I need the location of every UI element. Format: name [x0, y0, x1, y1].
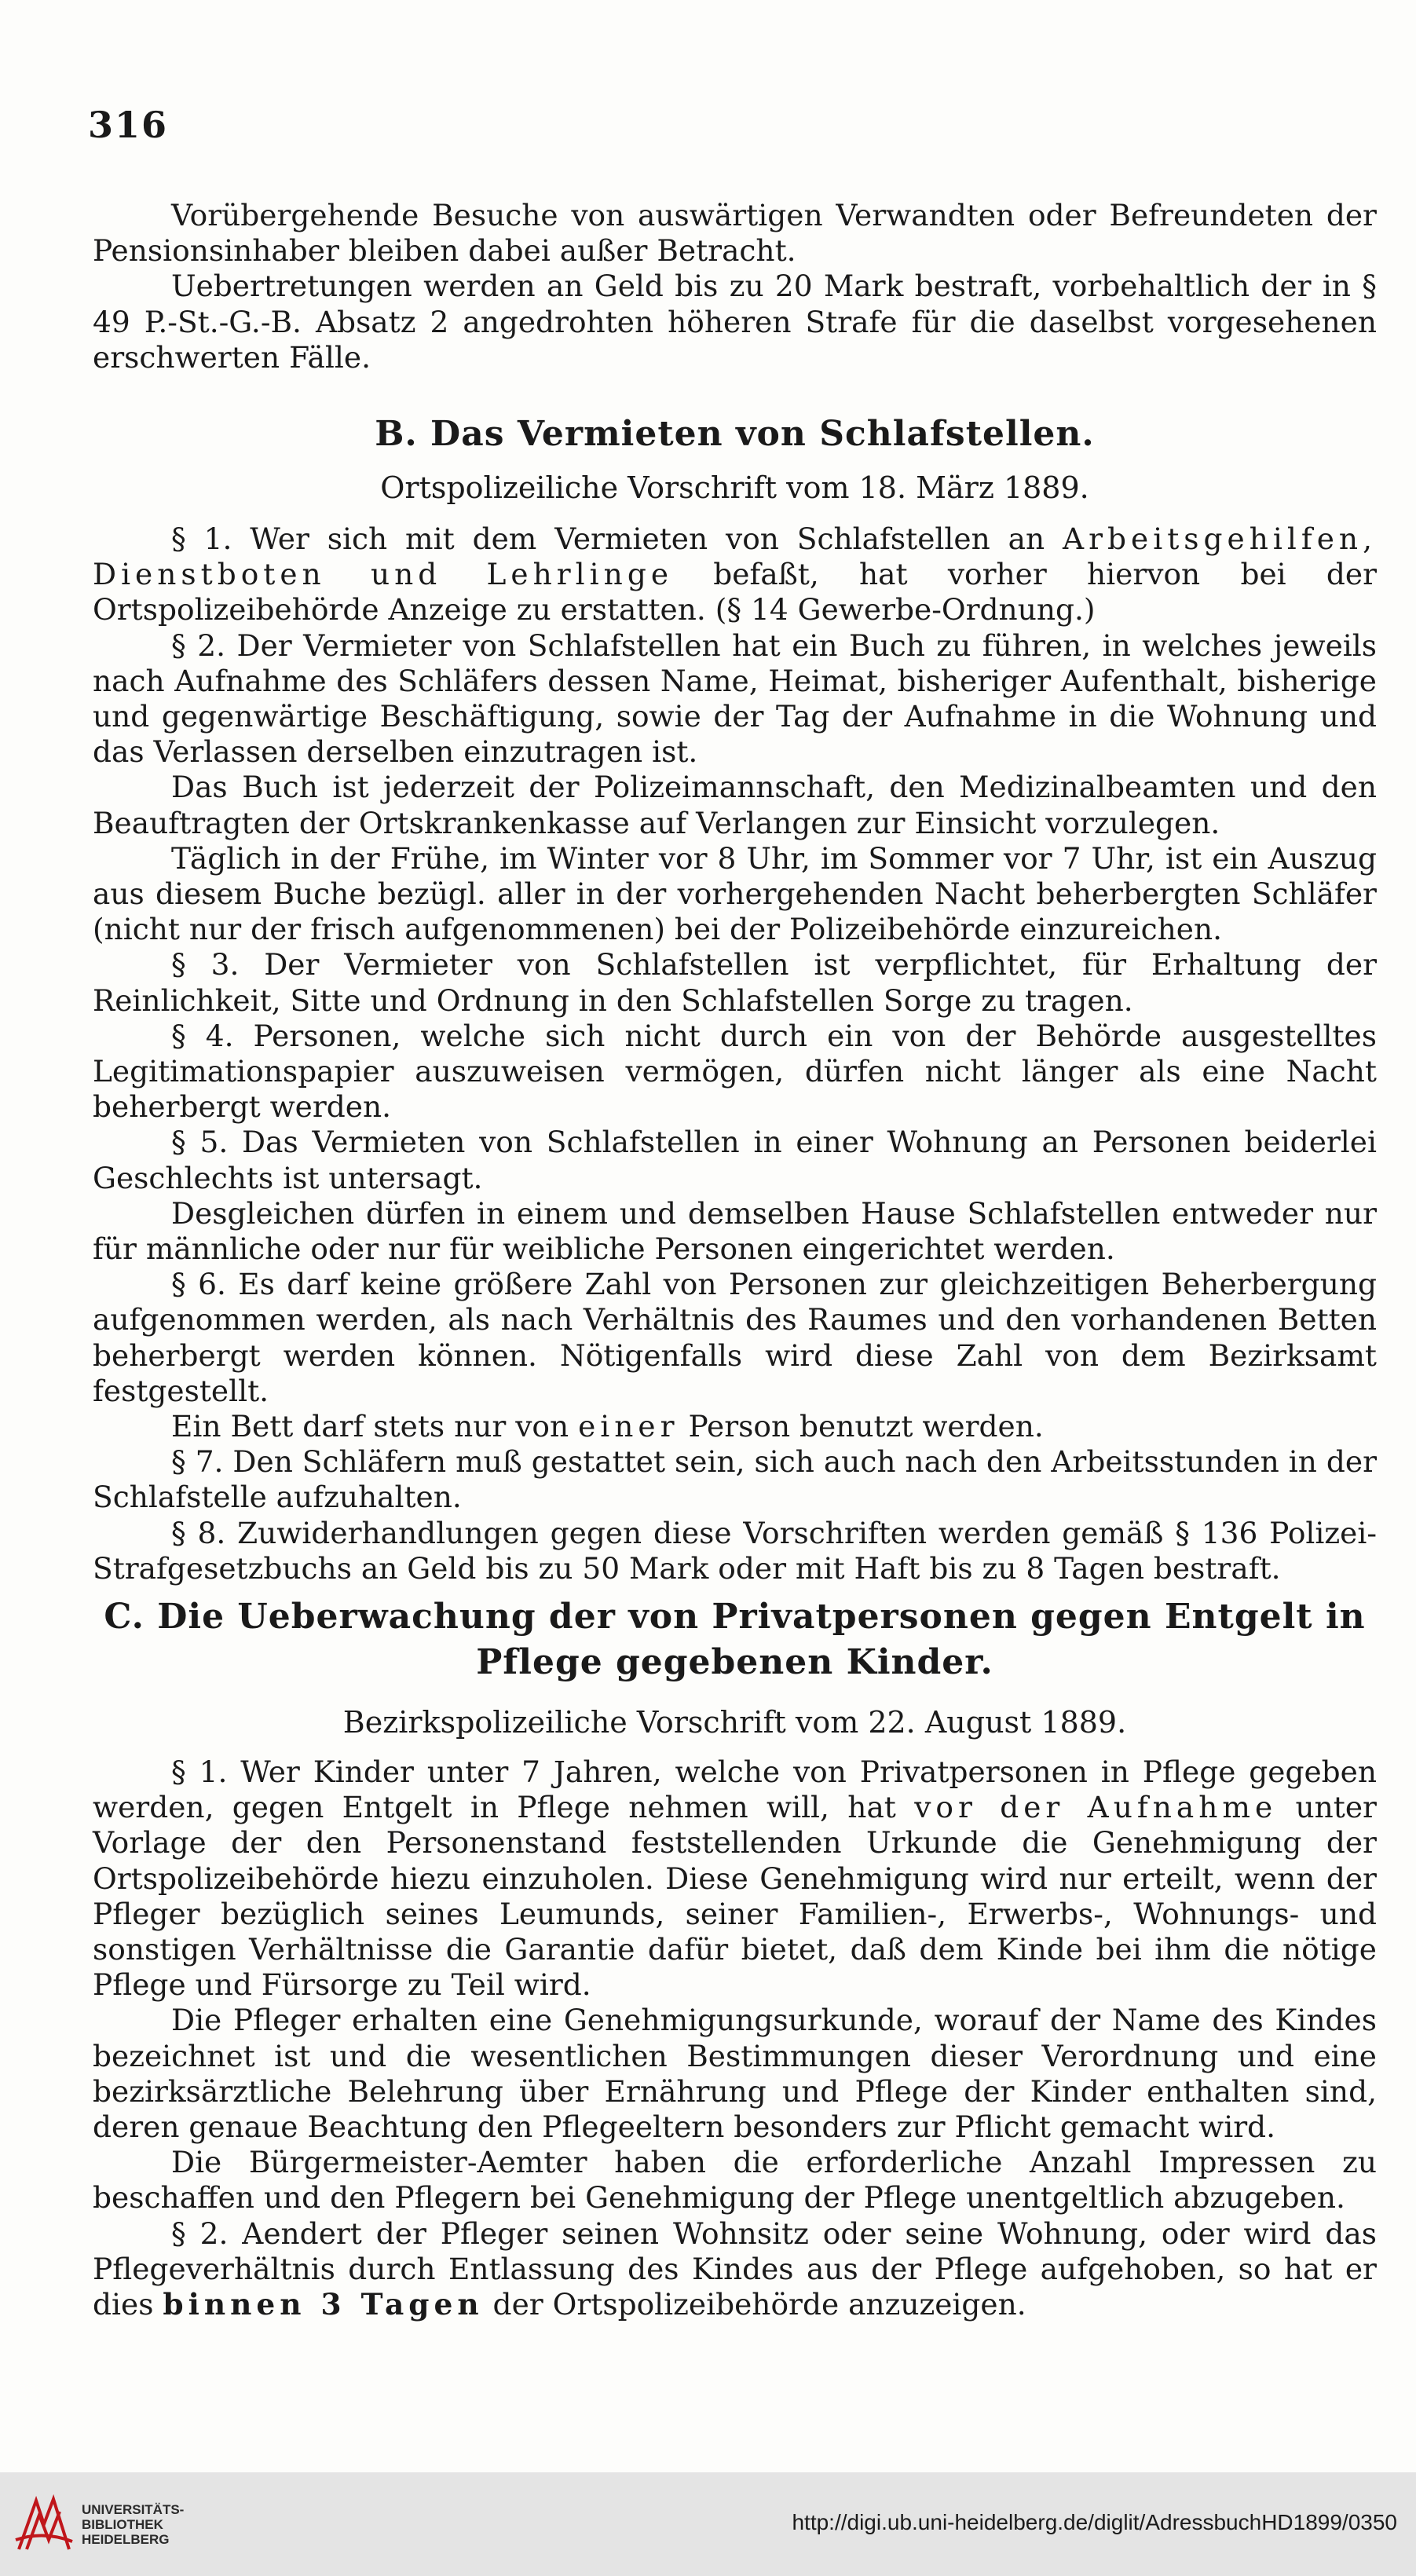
page-number: 316: [88, 104, 169, 146]
section-b-paragraph-12: § 8. Zuwiderhandlungen gegen diese Vorschriften werden gemäß § 136 Polizei-Strafgesetzbuchs an Geld bis zu 50 Mark oder mit Haft bis zu 8 Tagen bestraft.: [93, 1515, 1377, 1586]
section-b-paragraph-2: § 2. Der Vermieter von Schlafstellen hat ein Buch zu führen, in welches jeweils nach Aufnahme des Schläfers dessen Name, Heimat, bisheriger Aufenthalt, bisherige und gegenwärtige Beschäftigung, sowie der Tag der Aufnahme in die Wohnung und das Verlassen derselben einzutragen ist.: [93, 628, 1377, 770]
viewer-footer: [0, 2472, 1416, 2576]
intro-paragraph-2: Uebertretungen werden an Geld bis zu 20 Mark bestraft, vorbehaltlich der in § 49 P.-St.-G.-B. Absatz 2 angedrohten höheren Strafe für die daselbst vorgesehenen erschwerten Fälle.: [93, 269, 1377, 375]
emphasis-text: vor der Aufnahme: [914, 1790, 1278, 1825]
library-name: [82, 2502, 184, 2547]
section-c-heading: [93, 1594, 1377, 1685]
section-b-heading: B. Das Vermieten von Schlafstellen.: [375, 414, 1095, 454]
section-b-paragraph-11: § 7. Den Schläfern muß gestattet sein, sich auch nach den Arbeitsstunden in der Schlafstelle aufzuhalten.: [93, 1444, 1377, 1515]
section-b-paragraph-3: Das Buch ist jederzeit der Polizeimannschaft, den Medizinalbeamten und den Beauftragten der Ortskrankenkasse auf Verlangen zur Einsicht vorzulegen.: [93, 770, 1377, 840]
section-b-paragraph-8: Desgleichen dürfen in einem und demselben Hause Schlafstellen entweder nur für männliche oder nur für weibliche Personen eingerichtet werden.: [93, 1195, 1377, 1267]
section-c-paragraph-3: Die Bürgermeister-Aemter haben die erforderliche Anzahl Impressen zu beschaffen und den Pflegern bei Genehmigung der Pflege unentgeltlich abzugeben.: [93, 2145, 1377, 2216]
section-b-paragraph-1: § 1. Wer sich mit dem Vermieten von Schlafstellen an Arbeitsgehilfen, Dienstboten und Lehrlinge befaßt, hat vorher hiervon bei der Ortspolizeibehörde Anzeige zu erstatten. (§ 14 Gewerbe-Ordnung.): [93, 521, 1377, 628]
section-c-heading-line-1: C. Die Ueberwachung der von Privatpersonen gegen Entgelt in: [104, 1597, 1366, 1637]
section-b-subheading: Ortspolizeiliche Vorschrift vom 18. März 1889.: [380, 470, 1089, 505]
section-c-paragraph-4: § 2. Aendert der Pfleger seinen Wohnsitz oder seine Wohnung, oder wird das Pflegeverhältnis durch Entlassung des Kindes aus der Pflege aufgehoben, so hat er dies binnen 3 Tagen der Ortspolizeibehörde anzuzeigen.: [93, 2216, 1377, 2322]
section-c-paragraph-1: § 1. Wer Kinder unter 7 Jahren, welche von Privatpersonen in Pflege gegeben werden, gegen Entgelt in Pflege nehmen will, hat vor der Aufnahme unter Vorlage der den Personenstand feststellenden Urkunde die Genehmigung der Ortspolizeibehörde hiezu einzuholen. Diese Genehmigung wird nur erteilt, wenn der Pfleger bezüglich seines Leumunds, seiner Familien-, Erwerbs-, Wohnungs- und sonstigen Verhältnisse die Garantie dafür bietet, daß dem Kinde bei ihm die nötige Pflege und Fürsorge zu Teil wird.: [93, 1755, 1377, 2003]
emphasis-text: Arbeitsgehilfen, Dienstboten und Lehrlinge: [93, 521, 1377, 592]
section-b-paragraph-10: Ein Bett darf stets nur von einer Person benutzt werden.: [171, 1409, 1044, 1444]
library-name-line-3: HEIDELBERG: [82, 2532, 170, 2547]
section-b-paragraph-5: § 3. Der Vermieter von Schlafstellen ist verpflichtet, für Erhaltung der Reinlichkeit, Sitte und Ordnung in den Schlafstellen Sorge zu tragen.: [93, 947, 1377, 1018]
section-c-body: [93, 1755, 1377, 2322]
section-b-paragraph-9: § 6. Es darf keine größere Zahl von Personen zur gleichzeitigen Beherbergung aufgenommen werden, als nach Verhältnis des Raumes und den vorhandenen Betten beherbergt werden können. Nötigenfalls wird diese Zahl von dem Bezirksamt festgestellt.: [93, 1267, 1377, 1408]
library-name-line-1: UNIVERSITÄTS-: [82, 2502, 185, 2517]
section-c-subheading: Bezirkspolizeiliche Vorschrift vom 22. August 1889.: [342, 1705, 1127, 1740]
section-c-heading-line-2: Pflege gegebenen Kinder.: [476, 1642, 993, 1682]
section-b-paragraph-7: § 5. Das Vermieten von Schlafstellen in einer Wohnung an Personen beiderlei Geschlechts ist untersagt.: [93, 1125, 1377, 1195]
section-b-paragraph-4: Täglich in der Frühe, im Winter vor 8 Uhr, im Sommer vor 7 Uhr, ist ein Auszug aus diesem Buche bezügl. aller in der vorhergehenden Nacht beherbergten Schläfer (nicht nur der frisch aufgenommenen) bei der Polizeibehörde einzureichen.: [93, 840, 1377, 947]
section-c-paragraph-2: Die Pfleger erhalten eine Genehmigungsurkunde, worauf der Name des Kindes bezeichnet ist und die wesentlichen Bestimmungen dieser Verordnung und eine bezirksärztliche Belehrung über Ernährung und Pflege der Kinder enthalten sind, deren genaue Beachtung den Pflegeeltern besonders zur Pflicht gemacht wird.: [93, 2003, 1377, 2145]
section-b-paragraph-6: § 4. Personen, welche sich nicht durch ein von der Behörde ausgestelltes Legitimationspapier auszuweisen vermögen, dürfen nicht länger als eine Nacht beherbergt werden.: [93, 1018, 1377, 1125]
permalink-url[interactable]: http://digi.ub.uni-heidelberg.de/diglit/AdressbuchHD1899/0350: [792, 2510, 1397, 2534]
intro-text: [93, 198, 1377, 375]
university-library-logo-icon: [13, 2493, 74, 2556]
emphasis-text: einer: [578, 1409, 679, 1444]
library-name-line-2: BIBLIOTHEK: [82, 2517, 163, 2532]
section-b-body: [93, 521, 1377, 1586]
intro-paragraph-1: Vorübergehende Besuche von auswärtigen Verwandten oder Befreundeten der Pensionsinhaber bleiben dabei außer Betracht.: [93, 198, 1377, 269]
emphasis-text: binnen 3 Tagen: [163, 2287, 484, 2322]
